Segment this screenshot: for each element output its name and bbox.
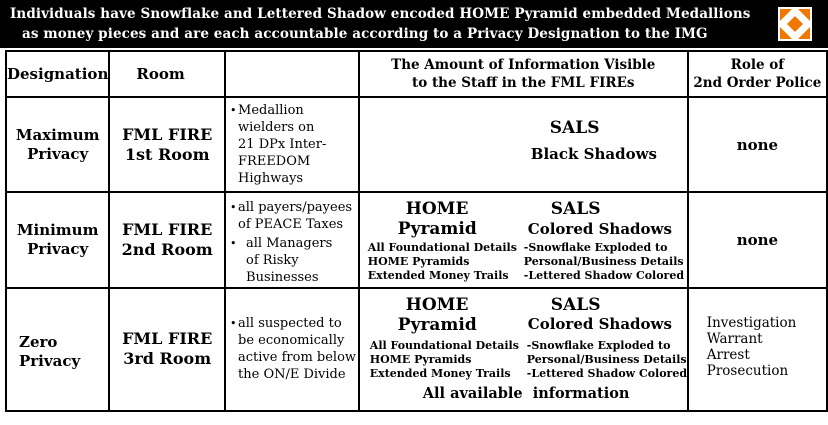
sals-label: SALS (549, 118, 600, 138)
pyramid-label: Pyramid (397, 315, 477, 335)
table-row (6, 288, 827, 411)
role-cell (688, 288, 827, 411)
role-cell: none (688, 97, 827, 192)
designation-cell: Minimum Privacy (6, 192, 109, 288)
sals-label: SALS (550, 199, 601, 219)
shadows-label: Colored Shadows (527, 315, 672, 333)
header-info-line1: The Amount of Information Visible (391, 57, 656, 73)
who-list (226, 315, 358, 383)
role-list: Investigation Warrant Arrest Prosecution (706, 315, 797, 379)
header-room: Room (109, 51, 225, 97)
info-footer: All available information (422, 385, 630, 402)
who-cell (225, 97, 359, 192)
header-role (688, 51, 827, 97)
who-list (226, 199, 358, 286)
list-item: • Medallion wielders on 21 DPx Inter- FREEDOM Highways (232, 102, 358, 187)
home-label: HOME (405, 199, 469, 219)
sals-details: -Snowflake Exploded to Personal/Business Details -Lettered Shadow Colored (526, 339, 688, 380)
table-header-row (6, 51, 827, 97)
who-cell (225, 288, 359, 411)
orange-diamond-arrows-icon (778, 7, 812, 41)
header-line-2: as money pieces and are each accountable according to a Privacy Designation to the IMG (22, 26, 708, 42)
list-item: • all suspected to be economically active from below the ON/E Divide (232, 315, 358, 383)
header-who (225, 51, 359, 97)
table-row (6, 192, 827, 288)
header-info (359, 51, 688, 97)
designation-cell: Zero Privacy (6, 288, 109, 411)
room-cell: FML FIRE 3rd Room (109, 288, 225, 411)
info-cell (359, 97, 688, 192)
room-cell: FML FIRE 2nd Room (109, 192, 225, 288)
header-role-line2: 2nd Order Police (693, 75, 822, 91)
info-cell (359, 192, 688, 288)
privacy-table (5, 50, 828, 412)
list-item: • all payers/payees of PEACE Taxes (232, 199, 358, 233)
header-designation: Designation (6, 51, 109, 97)
list-item: • all Managers of Risky Businesses (232, 235, 358, 286)
role-cell: none (688, 192, 827, 288)
home-details: All Foundational Details HOME Pyramids Extended Money Trails (369, 339, 519, 380)
who-cell (225, 192, 359, 288)
shadows-label: Black Shadows (530, 145, 657, 163)
room-cell: FML FIRE 1st Room (109, 97, 225, 192)
header-info-line2: to the Staff in the FML FIREs (412, 75, 635, 91)
table-row (6, 97, 827, 192)
shadows-label: Colored Shadows (527, 220, 672, 238)
header-role-line1: Role of (730, 57, 785, 73)
header-banner (0, 0, 828, 48)
who-list (226, 102, 358, 187)
home-details: All Foundational Details HOME Pyramids Extended Money Trails (367, 241, 517, 282)
sals-details: -Snowflake Exploded to Personal/Business Details -Lettered Shadow Colored (523, 241, 685, 282)
info-cell (359, 288, 688, 411)
pyramid-label: Pyramid (397, 219, 477, 239)
header-line-1: Individuals have Snowflake and Lettered Shadow encoded HOME Pyramid embedded Medallions (10, 6, 751, 22)
sals-label: SALS (550, 295, 601, 315)
home-label: HOME (405, 295, 469, 315)
designation-cell: Maximum Privacy (6, 97, 109, 192)
